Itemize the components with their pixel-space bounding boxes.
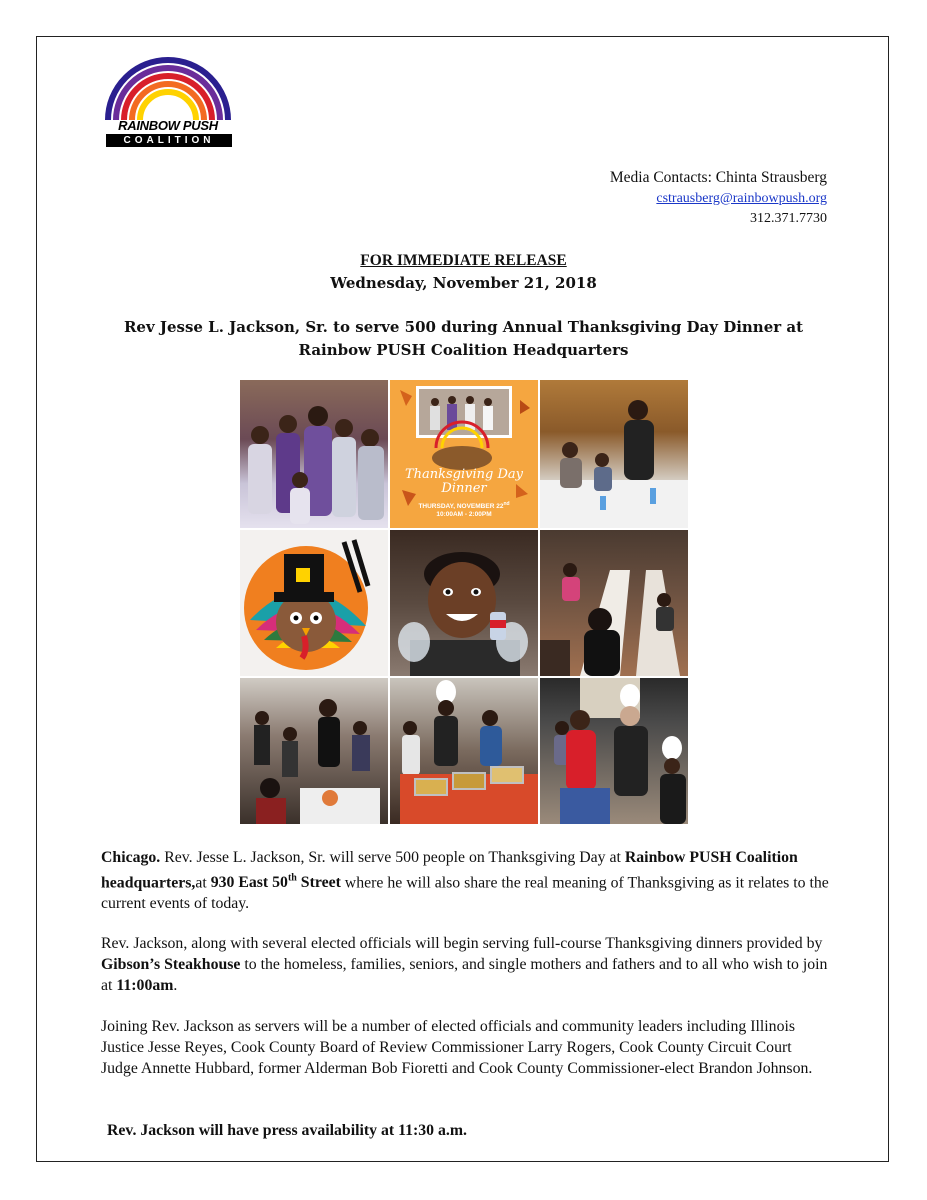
paragraph-details: Rev. Jackson, along with several elected officials will begin serving full-course Thanksgiving dinners provided by Gibson’s Steakhouse to the homeless, families, seniors, and single mothers and fathers and to all who wish to join at 11:00am.	[101, 935, 828, 994]
rainbow-push-logo	[100, 52, 236, 152]
photo-child-smiling	[390, 530, 538, 676]
release-date: Wednesday, November 21, 2018	[330, 274, 597, 292]
headline-line2: Rainbow PUSH Coalition Headquarters	[298, 341, 629, 359]
contact-phone: 312.371.7730	[750, 211, 827, 226]
hq-name: Rainbow PUSH Coalition headquarters,	[101, 849, 798, 892]
hq-address: 930 East 50th Street	[210, 873, 341, 892]
contact-email-link[interactable]: cstrausberg@rainbowpush.org	[656, 191, 827, 206]
photo-turkey-craft	[240, 530, 388, 676]
thanksgiving-flyer	[390, 380, 538, 528]
photo-crowd-seated	[240, 678, 388, 824]
release-label: FOR IMMEDIATE RELEASE	[360, 252, 567, 269]
headline	[0, 316, 927, 362]
paragraph-intro: Chicago. Rev. Jesse L. Jackson, Sr. will serve 500 people on Thanksgiving Day at Rainbow PUSH Coalition headquarters,at 930 East 50th Street where he will also share the real meaning of Thanksgiving as it relates to the current events of today.	[101, 849, 829, 913]
headline-line1: Rev Jesse L. Jackson, Sr. to serve 500 during Annual Thanksgiving Day Dinner at	[123, 318, 804, 336]
photo-volunteers-group	[240, 380, 388, 528]
contact-label: Media Contacts: Chinta Strausberg	[609, 169, 827, 186]
photo-long-tables	[540, 530, 688, 676]
photo-dining-hall	[540, 380, 688, 528]
media-contacts	[610, 168, 827, 229]
paragraph-press: Rev. Jackson will have press availability at 11:30 a.m.	[107, 1122, 467, 1139]
logo-subname: COALITION	[106, 134, 232, 147]
dateline-city: Chicago.	[101, 849, 161, 866]
sponsor-name: Gibson’s Steakhouse	[101, 956, 241, 973]
photo-serving-line	[390, 678, 538, 824]
logo-name: RAINBOW PUSH	[118, 118, 218, 133]
rainbow-arcs-icon	[100, 52, 236, 122]
flyer-title: Thanksgiving Day Dinner	[404, 467, 524, 496]
paragraph-servers: Joining Rev. Jackson as servers will be a number of elected officials and community leaders including Illinois Justice Jesse Reyes, Cook County Board of Review Commissioner Larry Rogers, Cook County Circuit Court Judge Annette Hubbard, former Alderman Bob Fioretti and Cook County Commissioner-elect Brandon Johnson.	[101, 1018, 813, 1077]
photo-collage	[240, 380, 688, 824]
release-block	[0, 252, 927, 292]
flyer-datetime: THURSDAY, NOVEMBER 22nd 10:00AM - 2:00PM	[418, 501, 510, 519]
start-time: 11:00am	[116, 977, 174, 994]
photo-chefs-family	[540, 678, 688, 824]
